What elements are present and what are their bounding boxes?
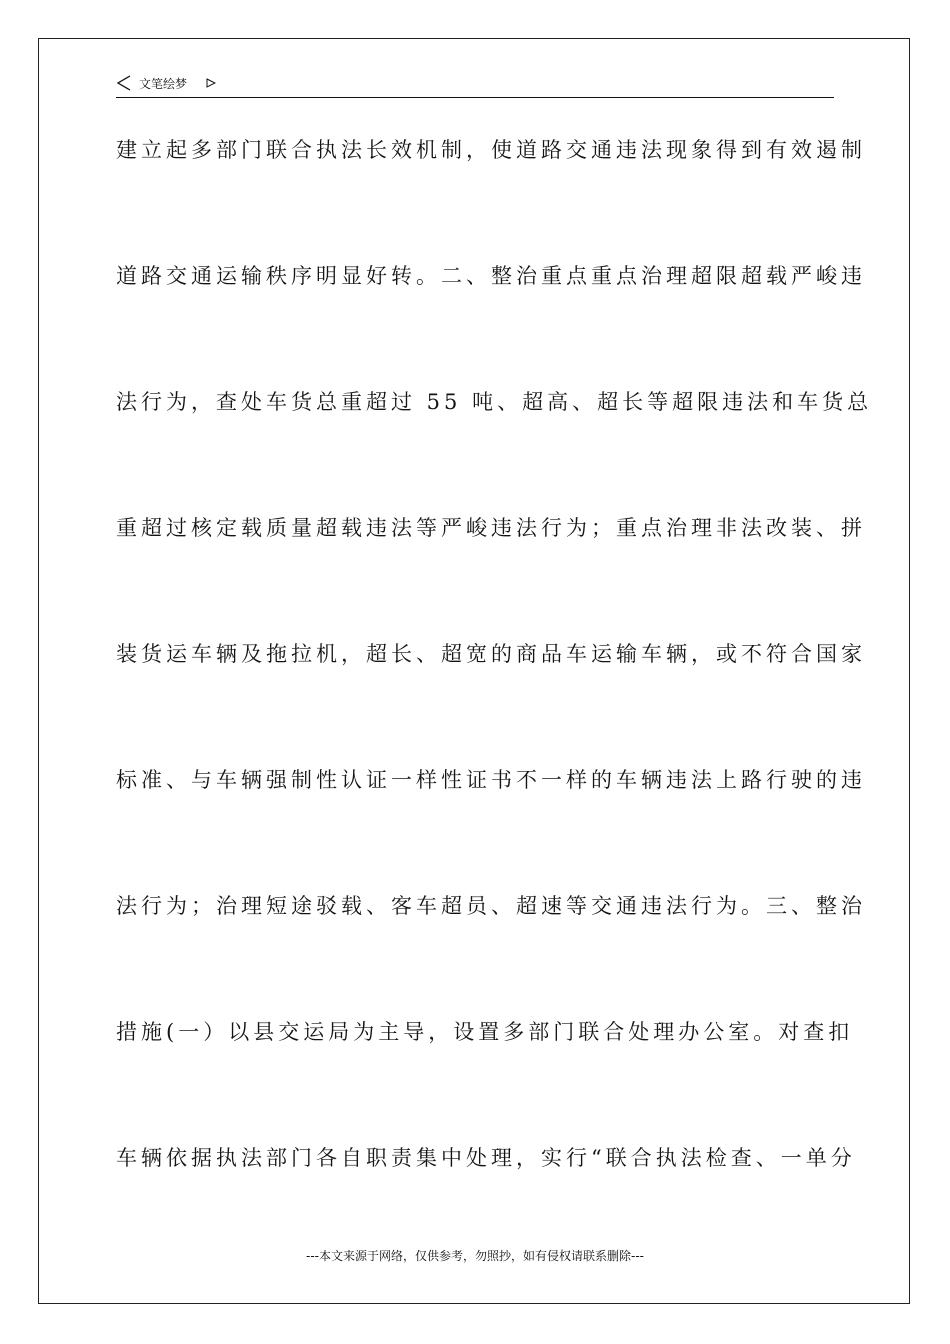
right-triangle-icon (206, 78, 216, 88)
page-header (116, 74, 834, 98)
text-line: 建立起多部门联合执法长效机制，使道路交通违法现象得到有效遏制 (116, 138, 866, 162)
text-line: 措施(一）以县交运局为主导，设置多部门联合处理办公室。对查扣 (116, 1020, 854, 1044)
document-body (116, 128, 873, 1262)
footer-disclaimer: ---本文来源于网络，仅供参考，勿照抄，如有侵权请联系删除--- (306, 1249, 644, 1263)
left-triangle-icon (116, 75, 132, 91)
text-line: 装货运车辆及拖拉机，超长、超宽的商品车运输车辆，或不符合国家 (116, 642, 866, 666)
header-brand: 文笔绘梦 (139, 77, 188, 91)
text-line: 标准、与车辆强制性认证一样性证书不一样的车辆违法上路行驶的违 (116, 768, 866, 792)
text-line: 道路交通运输秩序明显好转。二、整治重点重点治理超限超载严峻违 (116, 264, 866, 288)
text-line: 法行为，查处车货总重超过 55 吨、超高、超长等超限违法和车货总 (116, 390, 873, 414)
text-line: 重超过核定载质量超载违法等严峻违法行为；重点治理非法改装、拼 (116, 516, 866, 540)
text-line: 车辆依据执法部门各自职责集中处理，实行“联合执法检查、一单分 (116, 1146, 856, 1170)
text-line: 法行为；治理短途驳载、客车超员、超速等交通违法行为。三、整治 (116, 894, 866, 918)
